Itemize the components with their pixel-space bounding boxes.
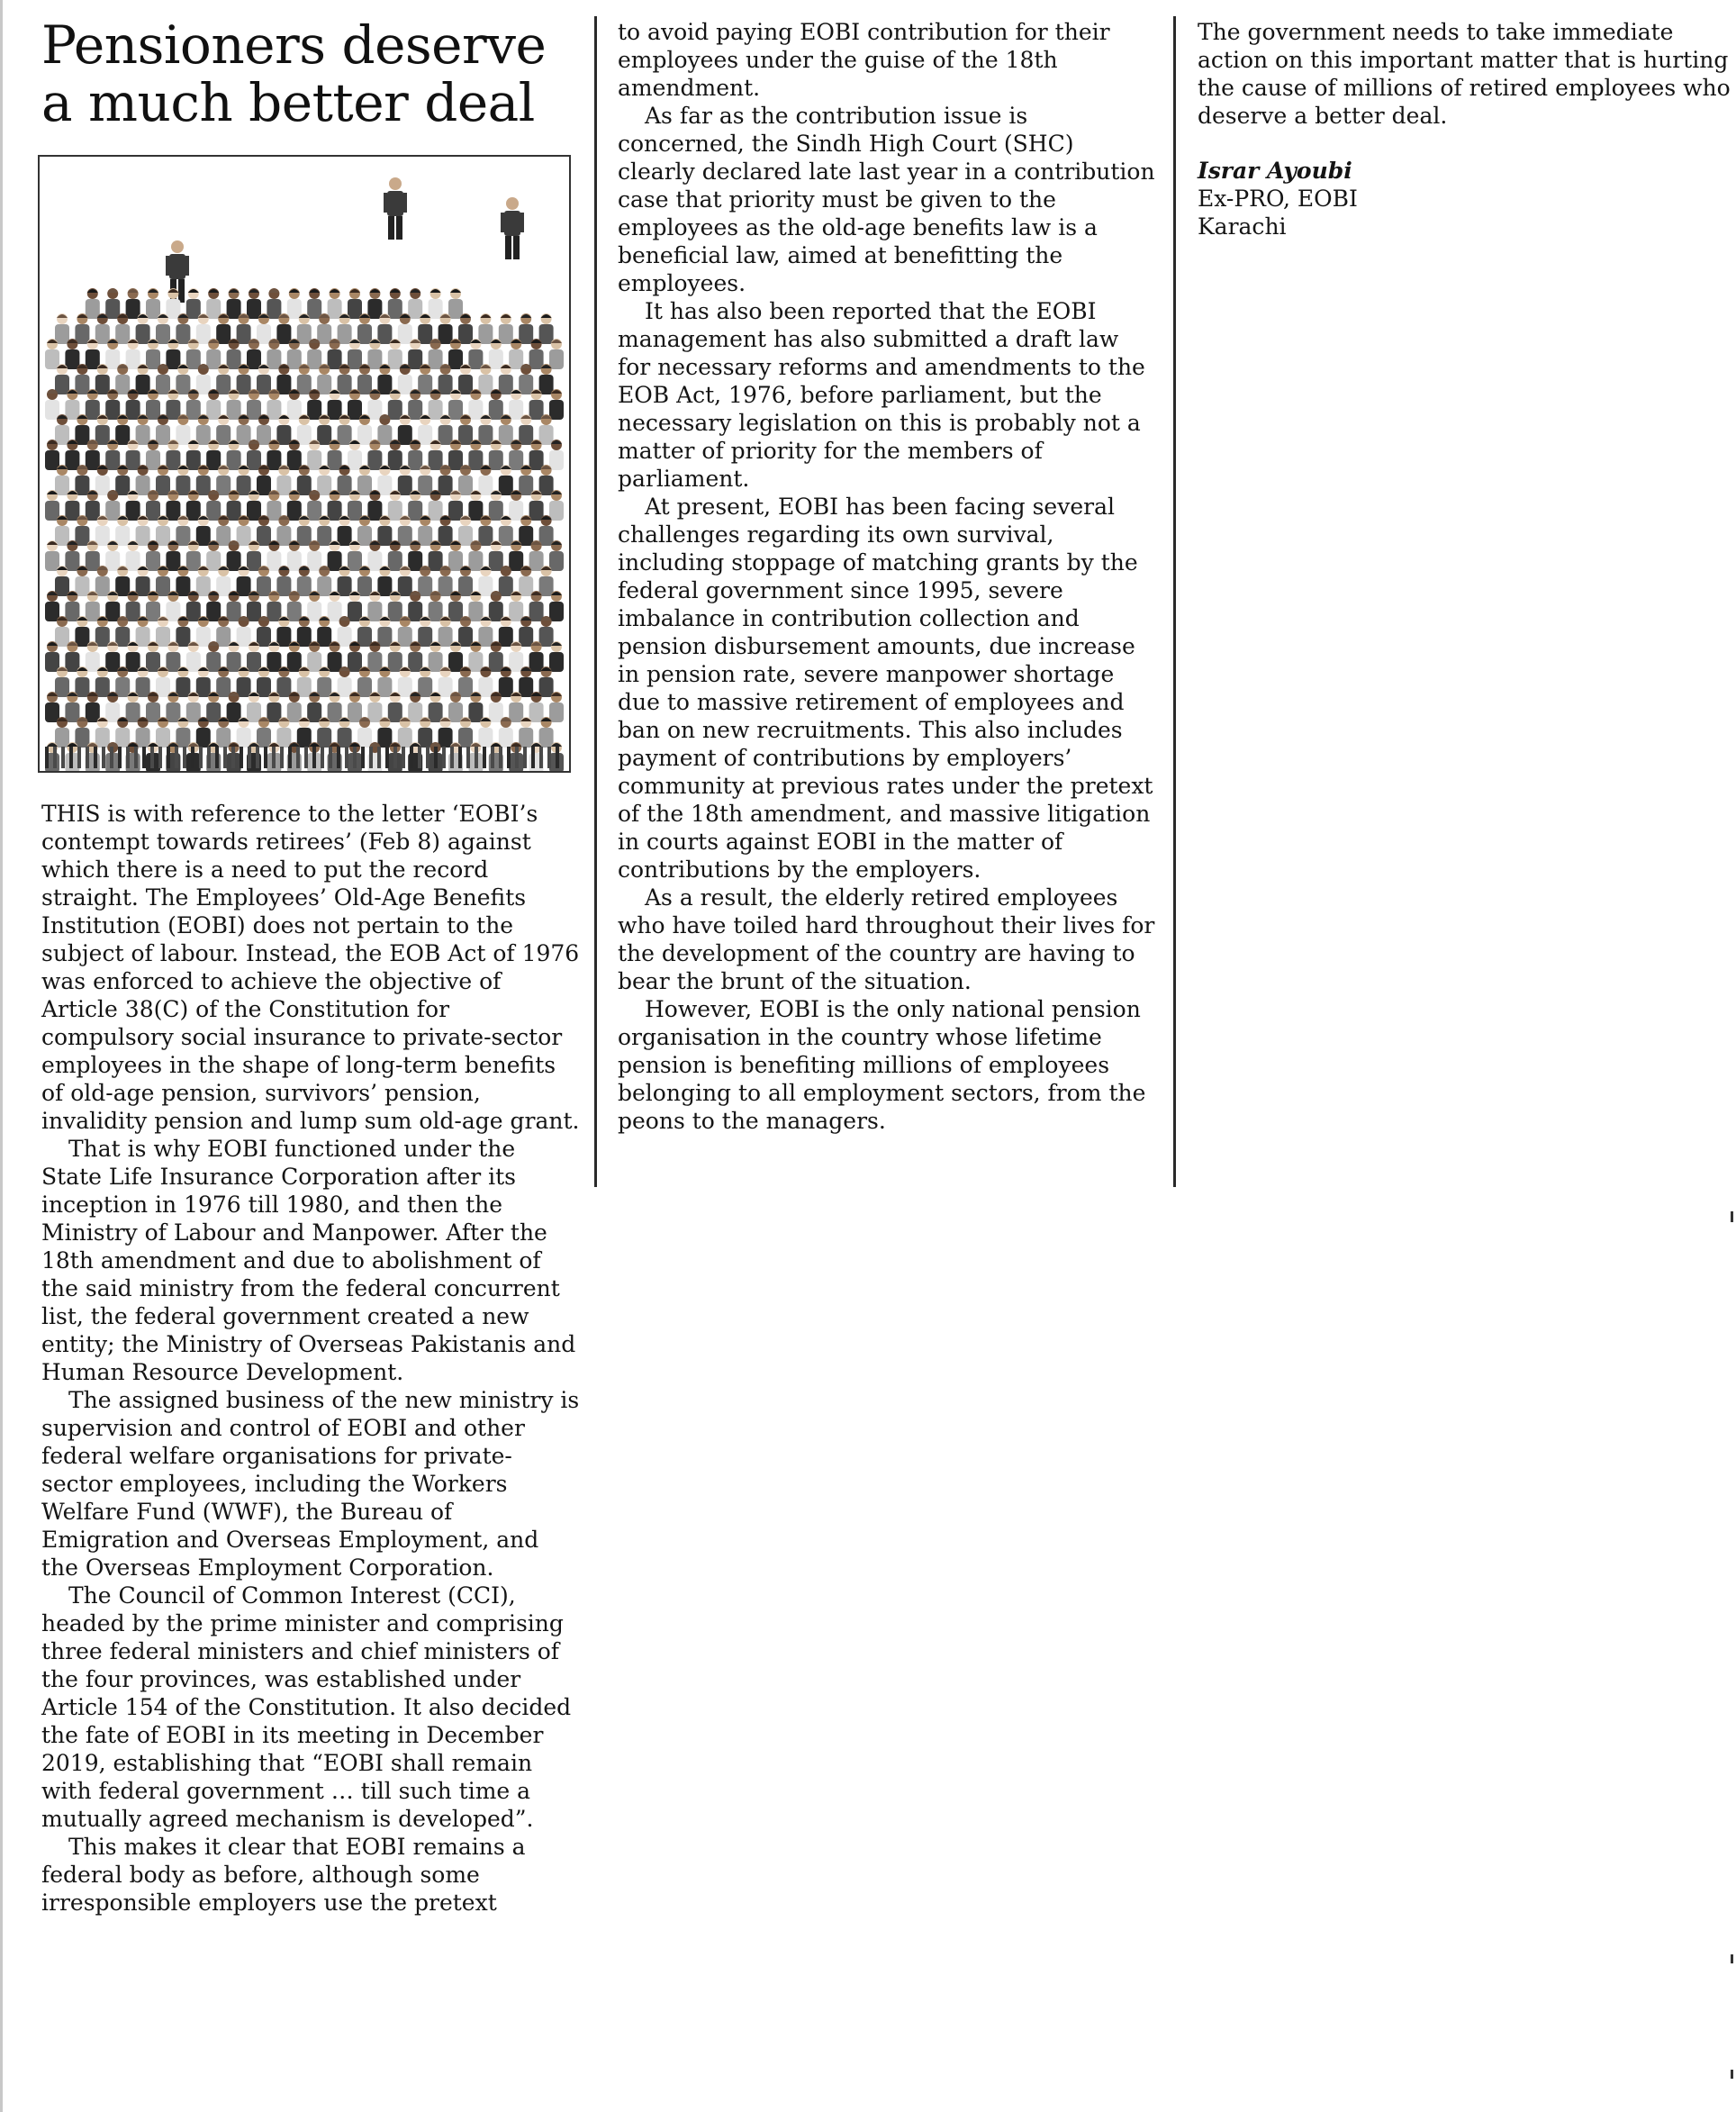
paragraph: The assigned business of the new ministry is supervision and control of EOBI and other federal welfare organisations for private-sector employees, including the Workers Welfare Fund (WWF), the Bureau of Emigration and Overseas Employment, and the Overseas Employment Corporation. xyxy=(41,1387,580,1581)
paragraph: That is why EOBI functioned under the State Life Insurance Corporation after its inception in 1976 till 1980, and then the Ministry of Labour and Manpower. After the 18th amendment and due to abolishment of the said ministry from the federal concurrent list, the federal government created a new entity; the Ministry of Overseas Pakistanis and Human Resource Development. xyxy=(41,1136,576,1385)
signature-block xyxy=(1198,157,1736,240)
crowd-illustration-icon xyxy=(40,157,569,771)
paragraph: As a result, the elderly retired employees who have toiled hard throughout their lives for the development of the country are having to bear the brunt of the situation. xyxy=(618,884,1155,994)
edge-mark-1 xyxy=(1731,1211,1733,1222)
headline: Pensioners deserve a much better deal xyxy=(41,14,547,133)
paragraph: THIS is with reference to the letter ‘EOBI’s contempt towards retirees’ (Feb 8) against which there is a need to put the record straight. The Employees’ Old-Age Benefits Institution (EOBI) does not pertain to the subject of labour. Instead, the EOB Act of 1976 was enforced to achieve the objective of Article 38(C) of the Constitution for compulsory social insurance to private-sector employees in the shape of long-term benefits of old-age pension, survivors’ pension, invalidity pension and lump sum old-age grant. xyxy=(41,801,580,1134)
column-3 xyxy=(1198,0,1736,240)
paragraph: It has also been reported that the EOBI management has also submitted a draft law for necessary reforms and amendments to the EOB Act, 1976, before parliament, but the necessary legislation on this is probably not a matter of priority for the members of parliament. xyxy=(618,298,1145,492)
column-1 xyxy=(41,0,582,1917)
paragraph: The Council of Common Interest (CCI), headed by the prime minister and comprising three federal ministers and chief ministers of the four provinces, was established under Article 154 of the Constitution. It also decided the fate of EOBI in its meeting in December 2019, establishing that “EOBI shall remain with federal government … till such time a mutually agreed mechanism is developed”. xyxy=(41,1582,572,1832)
paragraph: This makes it clear that EOBI remains a federal body as before, although some irresponsible employers use the pretext xyxy=(41,1834,526,1916)
left-margin-rule xyxy=(0,0,3,2112)
paragraph: As far as the contribution issue is concerned, the Sindh High Court (SHC) clearly declared late last year in a contribution case that priority must be given to the employees as the old-age benefits law is a beneficial law, aimed at benefitting the employees. xyxy=(618,103,1155,296)
edge-mark-2 xyxy=(1731,1954,1733,1963)
crowd-illustration xyxy=(38,155,571,773)
letter-body-part-3 xyxy=(1198,18,1736,130)
author-name: Israr Ayoubi xyxy=(1198,158,1352,184)
column-divider-1 xyxy=(594,16,597,1187)
column-2 xyxy=(618,0,1158,1135)
author-city: Karachi xyxy=(1198,213,1287,240)
paragraph: However, EOBI is the only national pension organisation in the country whose lifetime pension is benefiting millions of employees belonging to all employment sectors, from the peons to the managers. xyxy=(618,996,1146,1134)
edge-mark-3 xyxy=(1731,2070,1733,2079)
letter-body-part-2 xyxy=(618,18,1158,1135)
paragraph: At present, EOBI has been facing several challenges regarding its own survival, including stoppage of matching grants by the federal government since 1995, severe imbalance in contribution collection and pension disbursement amounts, due increase in pension rate, severe manpower shortage due to massive retirement of employees and ban on new recruitments. This also includes payment of contributions by employers’ community at previous rates under the pretext of the 18th amendment, and massive litigation in courts against EOBI in the matter of contributions by the employers. xyxy=(618,494,1153,883)
letter-body-part-1 xyxy=(41,800,582,1917)
author-title: Ex-PRO, EOBI xyxy=(1198,186,1358,212)
column-divider-2 xyxy=(1173,16,1176,1187)
paragraph: The government needs to take immediate action on this important matter that is hurting the cause of millions of retired employees who deserve a better deal. xyxy=(1198,19,1731,129)
paragraph: to avoid paying EOBI contribution for their employees under the guise of the 18th amendment. xyxy=(618,19,1110,101)
